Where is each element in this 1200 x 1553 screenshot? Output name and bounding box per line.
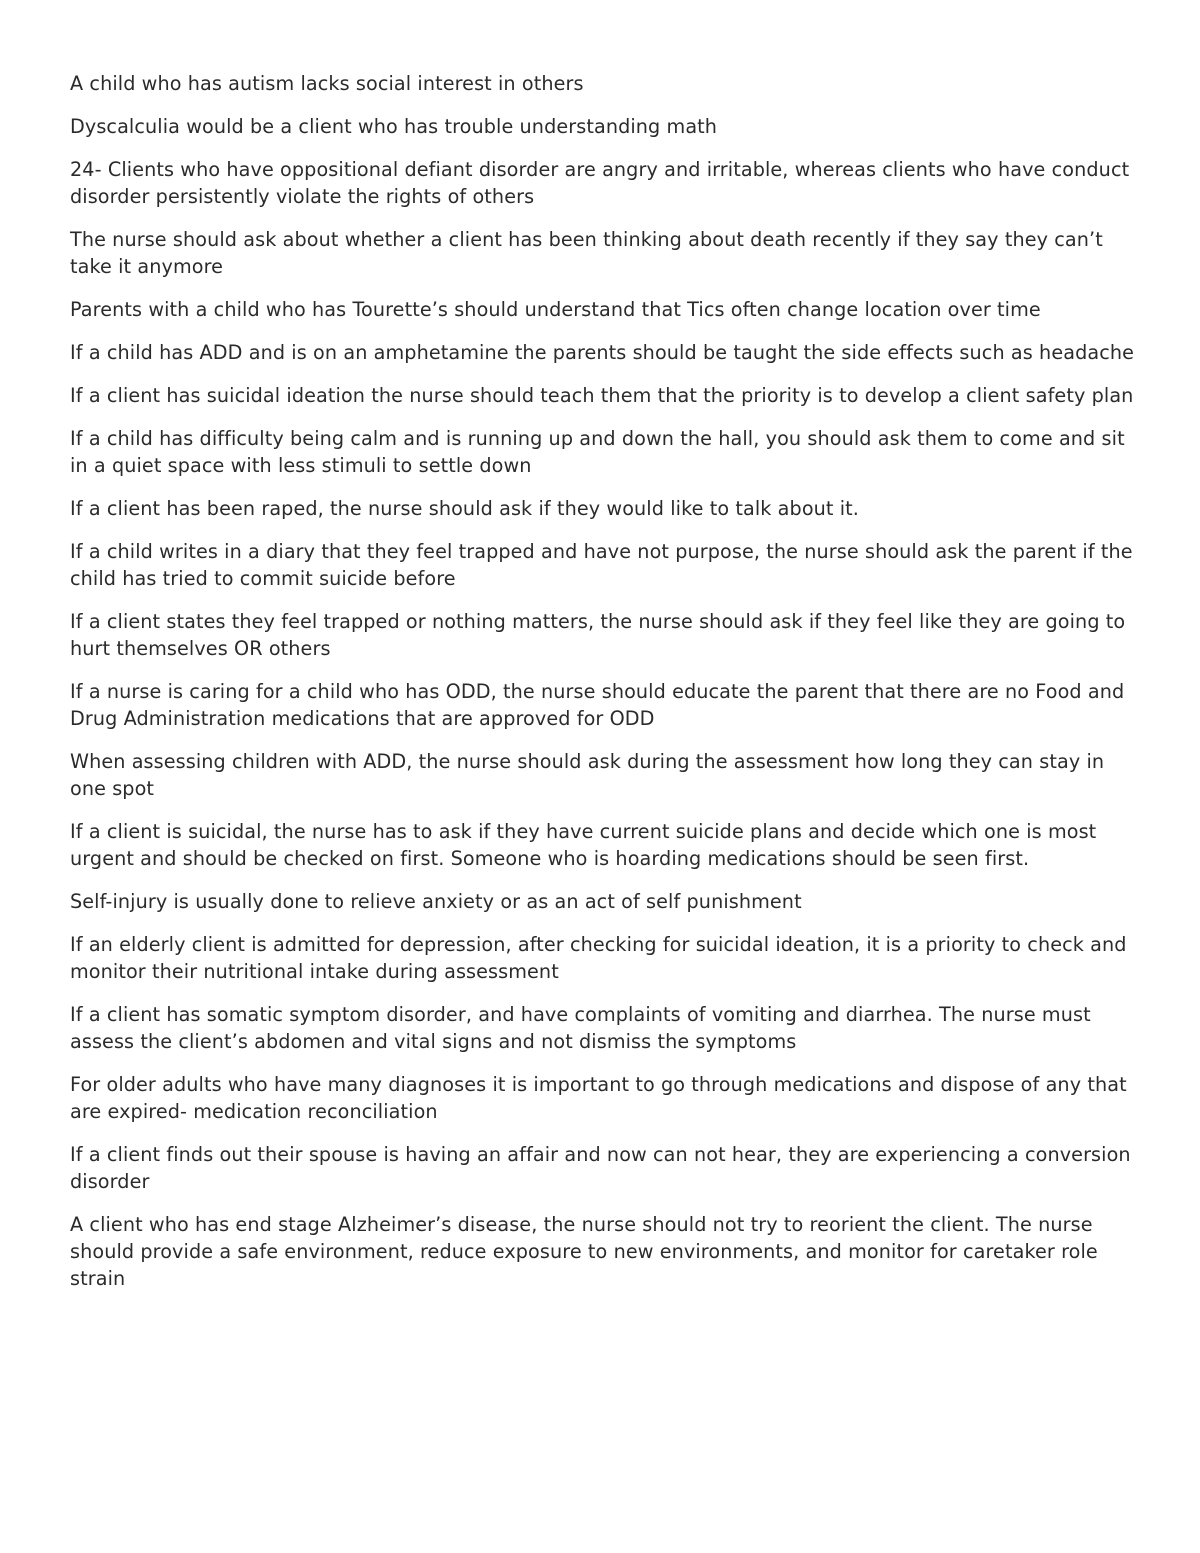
- paragraph-odd-conduct: 24- Clients who have oppositional defiant disorder are angry and irritable, whereas clients who have conduct disorder persistently violate the rights of others: [70, 158, 1130, 208]
- paragraph-somatic-symptom: If a client has somatic symptom disorder, and have complaints of vomiting and diarrhea. The nurse must assess the client’s abdomen and vital signs and not dismiss the symptoms: [70, 1003, 1091, 1053]
- paragraph-add-amphetamine: If a child has ADD and is on an amphetamine the parents should be taught the side effects such as headache: [70, 341, 1135, 364]
- paragraph-suicidal-plans: If a client is suicidal, the nurse has to ask if they have current suicide plans and decide which one is most urgent and should be checked on first. Someone who is hoarding medications should be seen first.: [70, 820, 1097, 870]
- paragraph-tourettes: Parents with a child who has Tourette’s should understand that Tics often change location over time: [70, 298, 1041, 321]
- paragraph-alzheimers: A client who has end stage Alzheimer’s disease, the nurse should not try to reorient the client. The nurse should provide a safe environment, reduce exposure to new environments, and monitor for caretaker role strain: [70, 1213, 1098, 1290]
- paragraph-quiet-space: If a child has difficulty being calm and is running up and down the hall, you should ask them to come and sit in a quiet space with less stimuli to settle down: [70, 427, 1125, 477]
- paragraph-add-assessment: When assessing children with ADD, the nurse should ask during the assessment how long they can stay in one spot: [70, 750, 1105, 800]
- paragraph-feel-trapped: If a client states they feel trapped or nothing matters, the nurse should ask if they feel like they are going to hurt themselves OR others: [70, 610, 1126, 660]
- paragraph-safety-plan: If a client has suicidal ideation the nurse should teach them that the priority is to develop a client safety plan: [70, 384, 1134, 407]
- paragraph-dyscalculia: Dyscalculia would be a client who has trouble understanding math: [70, 115, 718, 138]
- paragraph-death-thoughts: The nurse should ask about whether a client has been thinking about death recently if they say they can’t take it anymore: [70, 228, 1103, 278]
- paragraph-diary: If a child writes in a diary that they feel trapped and have not purpose, the nurse should ask the parent if the child has tried to commit suicide before: [70, 540, 1133, 590]
- paragraph-raped: If a client has been raped, the nurse should ask if they would like to talk about it.: [70, 497, 859, 520]
- paragraph-odd-medications: If a nurse is caring for a child who has ODD, the nurse should educate the parent that there are no Food and Drug Administration medications that are approved for ODD: [70, 680, 1125, 730]
- paragraph-self-injury: Self-injury is usually done to relieve anxiety or as an act of self punishment: [70, 890, 802, 913]
- paragraph-autism: A child who has autism lacks social interest in others: [70, 72, 584, 95]
- paragraph-conversion-disorder: If a client finds out their spouse is having an affair and now can not hear, they are experiencing a conversion disorder: [70, 1143, 1131, 1193]
- paragraph-medication-reconciliation: For older adults who have many diagnoses it is important to go through medications and dispose of any that are expired- medication reconciliation: [70, 1073, 1127, 1123]
- paragraph-elderly-depression: If an elderly client is admitted for depression, after checking for suicidal ideation, it is a priority to check and monitor their nutritional intake during assessment: [70, 933, 1127, 983]
- document-page: [70, 70, 1140, 1308]
